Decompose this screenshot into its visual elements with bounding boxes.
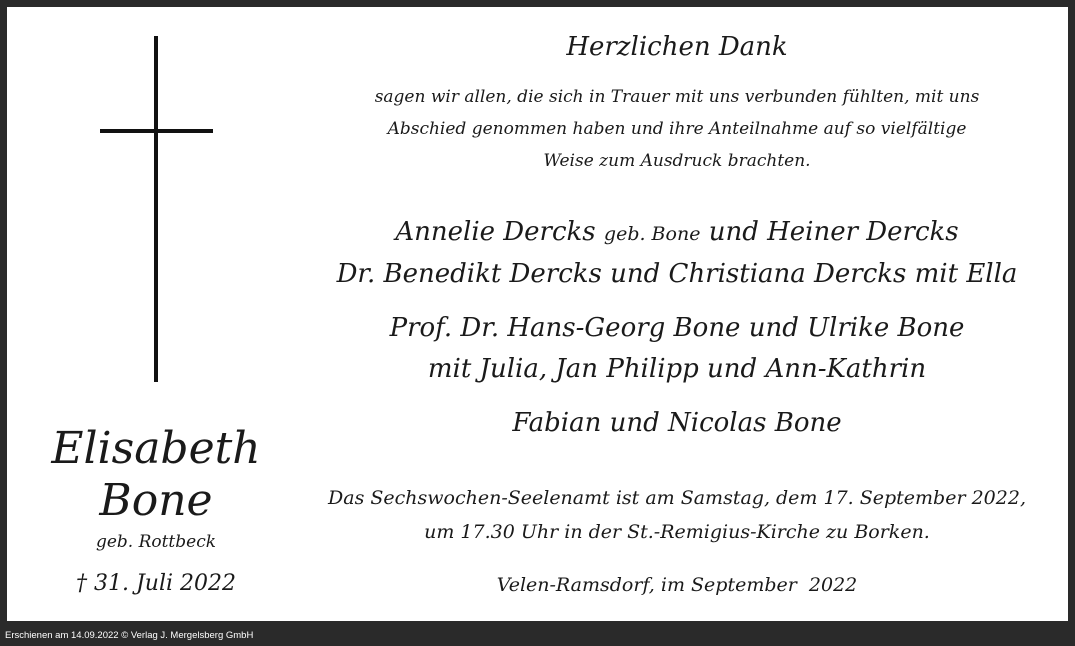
service-line: um 17.30 Uhr in der St.-Remigius-Kirche zu Borken. [424, 521, 930, 543]
family-line: Fabian und Nicolas Bone [512, 408, 842, 438]
place-date: Velen-Ramsdorf, im September 2022 [496, 574, 858, 596]
thanks-line: sagen wir allen, die sich in Trauer mit uns verbunden fühlten, mit uns [374, 87, 980, 107]
family-name: und Heiner Dercks [708, 217, 959, 247]
obituary-card [7, 7, 1068, 621]
family-name: Annelie Dercks [395, 217, 596, 247]
cross-icon [154, 36, 158, 382]
family-line: Prof. Dr. Hans-Georg Bone und Ulrike Bone [389, 313, 965, 343]
publication-footer: Erschienen am 14.09.2022 © Verlag J. Mergelsberg GmbH [0, 626, 1075, 646]
heading: Herzlichen Dank [566, 32, 788, 62]
family-birth-name: geb. Bone [603, 223, 701, 245]
deceased-death-date: † 31. Juli 2022 [75, 571, 236, 596]
family-line [327, 217, 1027, 247]
deceased-last-name: Bone [99, 475, 213, 526]
family-line: mit Julia, Jan Philipp und Ann-Kathrin [427, 354, 927, 384]
family-line: Dr. Benedikt Dercks und Christiana Dercks mit Ella [336, 259, 1018, 289]
cross-icon-bar [100, 129, 213, 133]
deceased-birth-name: geb. Rottbeck [95, 532, 217, 552]
thanks-line: Abschied genommen haben und ihre Anteilnahme auf so vielfältige [387, 119, 967, 139]
service-line: Das Sechswochen-Seelenamt ist am Samstag, dem 17. September 2022, [328, 487, 1026, 509]
deceased-first-name: Elisabeth [51, 423, 261, 474]
thanks-line: Weise zum Ausdruck brachten. [543, 151, 811, 171]
